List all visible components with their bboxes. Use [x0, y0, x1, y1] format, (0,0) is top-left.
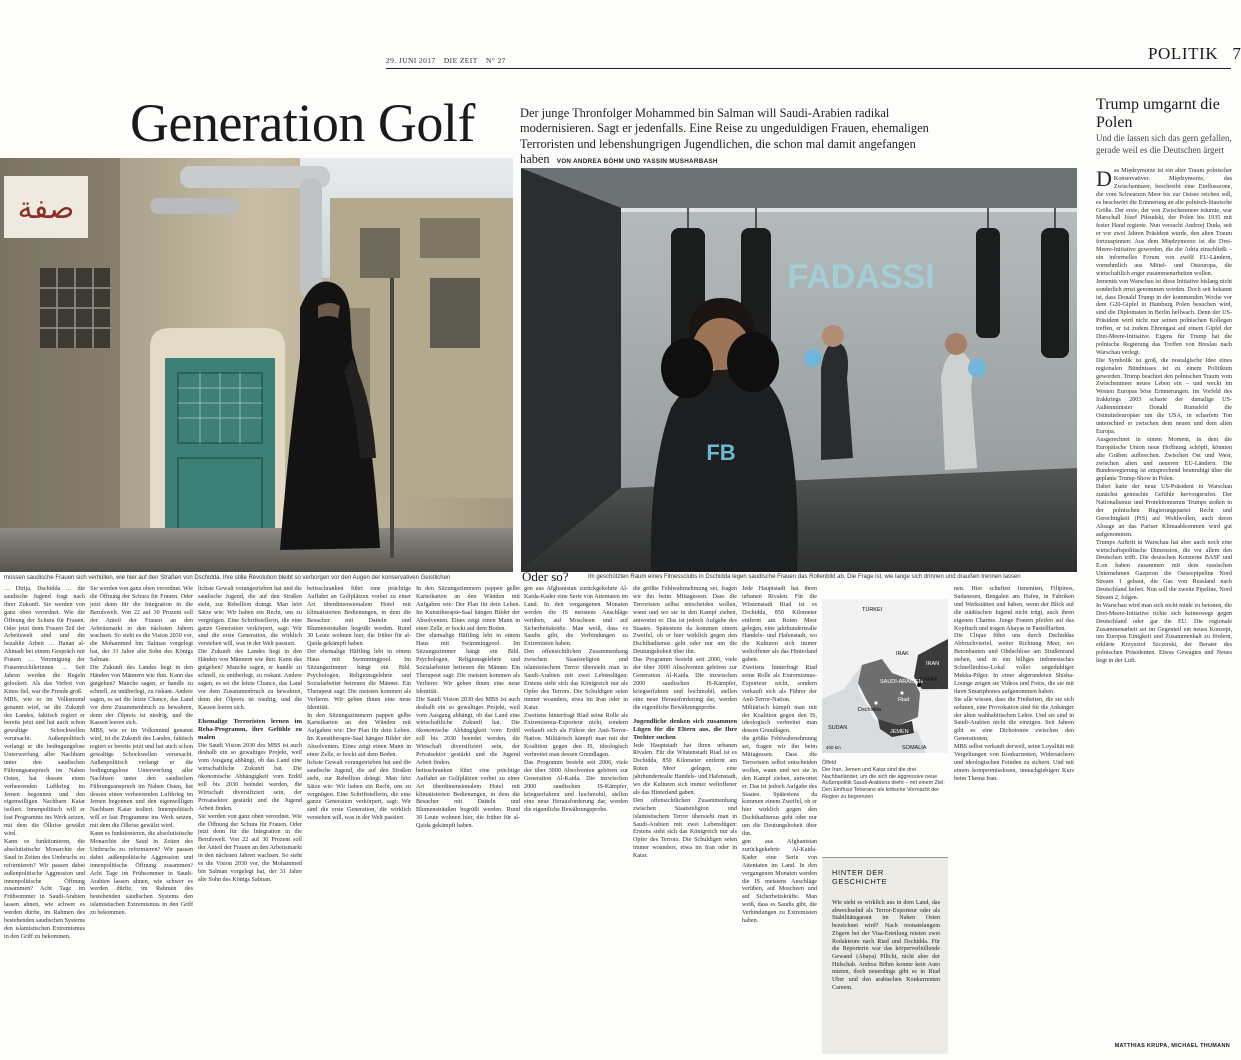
side-article-paragraph: Trumps Auftritt in Warschau hat aber auch noch eine wirtschaftspolitische Dimension, die vor allem den Deutschen trifft. Die deutschen Konzerne BASF und E.on haben zusammen mit dem russischen Unternehmen Gazprom die Ostseepipeline Nord Stream 1 gebaut, die Gas von Russland nach Deutschland liefert. Nun soll die zweite Pipeline, Nord Stream 2, folgen.: [1096, 539, 1232, 601]
article-paragraph: gen aus Afghanistan zurückgekehrte Al-Kaida-Kader eine Serie von Attentaten im Land. In den vergangenen Monaten werden die IS meistens Anschläge verüben, auf Moscheen und auf Sicherheitskräfte. Man weiß, dass es Saudis gibt, die Verbindungen zu Extremisten haben.: [524, 586, 628, 648]
map-legend: Ölfeld: [822, 760, 837, 766]
article-column-1: [4, 586, 85, 1056]
gym-sign-text: FADASSI: [787, 258, 935, 296]
article-paragraph: MBS, wie er im Volksmund genannt wird, ist die Zukunft des Landes, faktisch regiert er bereits jetzt und hat auch schon gewaltige Schockwellen verursacht. Außenpolitisch verlangt er die bedingungslose Unterwerfung aller Nachbarn unter den saudischen Führungsanspruch im Nahen Osten, hat dessen einen verheerenden Luftkrieg im Jemen begonnen und den eigenwilligen Nachbarn Katar isoliert. Innenpolitisch will er fast Programme ins Werk setzen, mit dem die Ölkrise gewälzt wird.: [4, 696, 85, 838]
map-caption-text: Der Iran, Jemen und Katar sind die drei Nachbarländer, um die sich die aggressive neue Außenpolitik Saudi-Arabiens dreht – mit einem Ziel: Den Einfluss Teherans als kritische Vormacht der Region zu begrenzen: [822, 766, 945, 800]
article-paragraph: lichste Gewalt vorangetrieben hat und die saudische Jugend, die auf den Straßen steht, zur Rebellion drängt. Man hört Sätze wie: Wir haben ein Recht, uns zu vergnügen. Eine Schriftstellerin, die eine ganze Generation verkörpert, sagt: Wir sind die erste Generation, die wirklich verstehen will, was in der Welt passiert.: [198, 586, 302, 648]
article-column-3: [198, 586, 302, 1056]
map-scale: 400 km: [826, 745, 841, 750]
article-paragraph: Die Clique führt uns durch Dschiddas Abbruchviertel, weiter Richtung Meer, wo Betonbauten und Obdachlose am Straßenrand stehen, und in ein billiges indonesisches Schnellimbiss-Lokal voller ungeduldiger Mekka-Pilger. In einer abgerundeten Shisha-Lounge zeigen sie Videos und Fotos, die sie mit ihren Smartphones aufgenommen haben.: [954, 633, 1074, 695]
article-paragraph: Der ehemalige Häftling lebt in einem Haus mit Swimmingpool. Im Sitzungszimmer hängt ein Bild. Psychologen, Religionsgelehrte und Sozialarbeiter betreuen die Männer. Ein Therapeut sagt: Die meisten kommen als Verlierer. Wir geben ihnen eine neue Identität.: [416, 633, 520, 695]
side-article-paragraph: Ausgerechnet in einem Moment, in dem die Europäische Union neue Hoffnung schöpft, könnten alte Gräben aufbrechen. Zwischen Ost und West, zwischen alten und neueren EU-Ländern. Die Bundesregierung ist entsprechend beunruhigt über die geplante Trump-Show in Polen.: [1096, 436, 1232, 483]
article-paragraph: Kann es funktionieren, die absolutistische Monarchie der Saud in Zeiten des Umbruchs zu reformieren? Wir passen dabei außenpolitische Aggression und innenpolitische Öffnung zusammen? Acht Tage im Frühsommer in Saudi-Arabien lassen ahnen, wie schwer es werden dürfte, im Rahmen des bestehenden saudischen Systems den islamistischen Extremismus in den Griff zu bekommen.: [90, 831, 193, 917]
article-column-9: [954, 586, 1074, 1056]
article-paragraph: Den offensichtlichen Zusammenhang zwischen Staatsreligion und islamistischem Terror übersieht man in Saudi-Arabien mit zwei Lebenslügen: Erstens sieht sich das Königreich nur als Opfer des Terrors. Die Schuldigen seien immer woanders, etwa im Iran oder in Katar.: [633, 797, 737, 860]
photo-veiled-woman-illustration: [0, 158, 513, 572]
map-label-turkey: TÜRKEI: [862, 607, 883, 613]
map-label-qatar: KATAR: [920, 677, 938, 683]
map-caption: [822, 760, 952, 801]
side-headline: Trump umgarnt die Polen: [1096, 96, 1220, 131]
article-column-7: [633, 586, 737, 1056]
article-paragraph: die größte Fehlwahrnehmung sei, fragen wir ihn beim Mittagessen. Dass die Terroristen selbst entscheiden wollen, wann und wo sie in den Kampf ziehen, antwortet er. Das ist jedoch Aufgabe des Staates. Spätestens da kommen einem Zweifel, ob er hier wirklich gegen den Dschihadismus geht oder nur um die Deutungshoheit über ihn.: [742, 736, 817, 838]
article-paragraph: In den Sitzungszimmern pappen gelbe Karteikarten an den Wänden mit Aufgaben wie: Der Plan für dein Leben. Im Kunsttherapie-Saal hängen Bilder der Absolventen. Eines zeigt einen Mann in einer Zelle, er hockt auf dem Boden.: [416, 586, 520, 632]
article-paragraph: Jede Hauptstadt hat ihren urbanen Rivalen. Für die Wüstenstadt Riad ist es Dschidda, 850 Kilometer entfernt am Roten Meer gelegen, eine jahrhundertealte Handels- und Hafenstadt, wo die Kulturen sich immer weltoffener als das Hinterland gaben.: [742, 586, 817, 664]
side-article-column: [1096, 168, 1232, 1040]
article-paragraph: gen aus Afghanistan zurückgekehrte Al-Kaida-Kader eine Serie von Attentaten im Land. In den vergangenen Monaten werden die IS meistens Anschläge verüben, auf Moscheen und auf Sicherheitskräfte. Man weiß, dass es Saudis gibt, die Verbindungen zu Extremisten haben.: [742, 839, 817, 925]
article-paragraph: Den offensichtlichen Zusammenhang zwischen Staatsreligion und islamistischem Terror übersieht man in Saudi-Arabien mit zwei Lebenslügen: Erstens sieht sich das Königreich nur als Opfer des Terrors. Die Schuldigen seien immer woanders, etwa im Iran oder in Katar.: [524, 649, 628, 711]
header-rule: [386, 68, 1231, 69]
side-article-paragraph: Dabei hatte der neue US-Präsident in Warschau zunächst gemischte Gefühle hervorgerufen. Der Nationalismus und Protektionismus Trumps stoßen in der polnischen Regierungspartei Recht und Gerechtigkeit (PiS) auf Wohlwollen, auch deren Absage an das Pariser Klimaabkommen wird gut aufgenommen.: [1096, 484, 1232, 538]
paper-name: DIE ZEIT: [443, 56, 478, 65]
dropcap: D: [1096, 166, 1112, 191]
teaser: [520, 106, 940, 170]
map-label-jeddah: Dschidda: [858, 707, 881, 713]
article-paragraph: Die Saudi Vision 2030 des MBS ist auch deshalb ein so gewaltiges Projekt, weil vom Ausgang abhängt, ob das Land eine wirtschaftliche Zukunft hat. Die ökonomische Abhängigkeit vom Erdöl soll bis 2030 beendet werden, die Wirtschaft diversifiziert sein, der Privatsektor gestärkt und die Jugend Arbeit finden.: [416, 696, 520, 766]
map-label-saudi: SAUDI-ARABIEN: [880, 679, 923, 685]
article-paragraph: Sie alle wissen, dass die Freiheiten, die sie sich nehmen, eine Provokation sind für die Anhänger der alten wahhabitischen Lehre. Und sie sind in Saudi-Arabien nicht die einzigen. Seit Jahren gibt es eine Dichotomie zwischen den Generationen.: [954, 696, 1074, 743]
side-subhead: Und die lassen sich das gern gefallen, gerade weil es die Deutschen ärgert: [1096, 133, 1232, 155]
article-paragraph: Die Saudi Vision 2030 des MBS ist auch deshalb ein so gewaltiges Projekt, weil vom Ausgang abhängt, ob das Land eine wirtschaftliche Zukunft hat. Die ökonomische Abhängigkeit vom Erdöl soll bis 2030 beendet werden, die Wirtschaft diversifiziert sein, der Privatsektor gestärkt und die Jugend Arbeit finden.: [198, 742, 302, 812]
issue-date: 29. JUNI 2017: [386, 56, 436, 65]
article-column-8: [742, 586, 817, 1056]
article-paragraph: Zweitens hinterfragt Riad seine Rolle als Extremismus-Exporteur nicht, sondern verkauft sich als Führer der Anti-Terror-Nation. Militärisch kämpft man mit der Koalition gegen den IS, ideologisch verbreitet man dessen Grundlagen.: [742, 665, 817, 735]
section-name: POLITIK: [1148, 44, 1219, 63]
byline: VON ANDREA BÖHM UND YASSIN MUSHARBASH: [556, 158, 718, 166]
map-label-riyadh: Riad: [898, 697, 910, 703]
article-paragraph: Sie werden von ganz oben verordnet. Wie die Öffnung der Schura für Frauen. Oder jetzt denn für die Integration in die Berufswelt. Von 22 auf 30 Prozent soll der Anteil der Frauen an den Arbeitsmarkt in den nächsten Jahren wachsen. So sieht es die Vision 2030 vor, die Mohammed bin Salman vorgelegt hat, der 31 Jahre alte Sohn des Königs Salman.: [198, 813, 302, 883]
article-paragraph: beitsschranken führt eine prächtige Auffahrt an Golfplätzen vorbei zu einer Art überdimensionalem Hotel mit klimatisierten Bedienungen, in dem die Besucher mit Datteln und Blumensträußen begrüßt werden. Rund 30 Leute wohnen hier, die früher für al-Qaida gekämpft haben.: [416, 767, 520, 830]
infobox-title: HINTER DER GESCHICHTE: [832, 868, 888, 886]
headline: Generation Golf: [130, 93, 475, 153]
map-label-sudan: SUDAN: [828, 725, 848, 731]
dateline: [386, 56, 512, 65]
article-paragraph: Das Programm besteht seit 2006, viele der über 3000 Absolventen gehören zur Generation Al-Kaida. Die inzwischen 2000 saudischen IS-Kämpfer, kriegserfahren und hochmobil, stellen eine neue Herausforderung dar, werden die eigentliche Bewährungsprobe.: [633, 657, 737, 711]
map-label-somalia: SOMALIA: [902, 745, 927, 751]
article-paragraph: Zweitens hinterfragt Riad seine Rolle als Extremismus-Exporteur nicht, sondern verkauft sich als Führer der Anti-Terror-Nation. Militärisch kämpft man mit der Koalition gegen den IS, ideologisch verbreitet man dessen Grundlagen.: [524, 712, 628, 759]
article-column-2: [90, 586, 193, 1056]
article-column-6: [524, 586, 628, 1056]
photo-boxing-gym-illustration: [521, 168, 1077, 572]
section-header: [1148, 44, 1241, 64]
middle-east-map: [822, 599, 948, 753]
article-paragraph: MBS, wie er im Volksmund genannt wird, ist die Zukunft des Landes, faktisch regiert er bereits jetzt und hat auch schon gewaltige Schockwellen verursacht. Außenpolitisch verlangt er die bedingungslose Unterwerfung aller Nachbarn unter den saudischen Führungsanspruch im Nahen Osten, hat dessen einen verheerenden Luftkrieg im Jemen begonnen und den eigenwilligen Nachbarn Katar isoliert. Innenpolitisch will er fast Programme ins Werk setzen, mit dem die Ölkrise gewälzt wird.: [90, 728, 193, 830]
article-paragraph: MBS selbst verkauft derweil, seine Loyalität mit Vergeltungen von Konkurrenten, Widersachern und ideologischen Feinden zu sichern. Und mit einem kompromisslosen, unnachgiebigen Kurs beim Thema Iran.: [954, 744, 1074, 782]
article-paragraph: In den Sitzungszimmern pappen gelbe Karteikarten an den Wänden mit Aufgaben wie: Der Plan für dein Leben. Im Kunsttherapie-Saal hängen Bilder der Absolventen. Eines zeigt einen Mann in einer Zelle, er hockt auf dem Boden.: [307, 712, 411, 759]
photo-caption-right: Im geschützten Raum eines Fitnessclubs in Dschidda legen saudische Frauen das Rollenbild ab. Die Frage ist, wie lange sich drinnen und draußen trennen lassen: [588, 574, 1021, 580]
article-column-4: [307, 586, 411, 1056]
article-paragraph: Jede Hauptstadt hat ihren urbanen Rivalen. Für die Wüstenstadt Riad ist es Dschidda, 850 Kilometer entfernt am Roten Meer gelegen, eine jahrhundertealte Handels- und Hafenstadt, wo die Kulturen sich immer weltoffener als das Hinterland gaben.: [633, 742, 738, 796]
article-paragraph: die größte Fehlwahrnehmung sei, fragen wir ihn beim Mittagessen. Dass die Terroristen selbst entscheiden wollen, wann und wo sie in den Kampf ziehen, antwortet er. Das ist jedoch Aufgabe des Staates. Spätestens da kommen einem Zweifel, ob er hier wirklich gegen den Dschihadismus geht oder nur um die Deutungshoheit über ihn.: [633, 586, 737, 656]
article-column-5: [416, 586, 520, 1056]
side-article-paragraph: Jemenits von Warschau ist diese Initiative bislang nicht sonderlich ernst genommen worden. Doch seit bekannt ist, dass Donald Trump in der kommenden Woche vor dem G20-Gipfel in Hamburg Polen besuchen wird, sind die Diplomaten in Berlin hellwach. Denn der US-Präsident wird nicht nur seinen polnischen Kollegen treffen, er ist zudem Ehrengast auf einem Gipfel der Drei-Meere-Initiative. Eigens für Trump hat die polnische Regierung das Treffen von Breslau nach Warschau verlegt.: [1096, 278, 1232, 356]
article-paragraph: Sie werden von ganz oben verordnet. Wie die Öffnung der Schura für Frauen. Oder jetzt denn für die Integration in die Berufswelt. Von 22 auf 30 Prozent soll der Anteil der Frauen an den Arbeitsmarkt in den nächsten Jahren wachsen. So sieht es die Vision 2030 vor, die Mohammed bin Salman vorgelegt hat, der 31 Jahre alte Sohn des Königs Salman.: [90, 586, 193, 664]
article-subhead: Jugendliche denken sich zusammen Lügen für die Eltern aus, die Ihre Tochter suchen: [633, 717, 737, 741]
article-paragraph: nen. Hier schuften Jemeniten, Filipinos, Sudanesen, Bengalen am Hafen, in Fabriken und Werkstätten und haben, wenn der Blick auf die städtischen Jugend nicht trügt, auch ihren eigenen Charme. Junge Frauen pfeifen auf das Kopftuch und tragen Abayas in Pastellfarben.: [954, 586, 1074, 632]
issue-number: N° 27: [485, 56, 506, 65]
article-subhead: Ehemalige Terroristen lernen im Reha-Programm, ihre Gefühle zu malen: [198, 717, 302, 741]
article-paragraph: … Dirija, Dschidda … die saudische Jugend fragt nach ihrer Zukunft. Sie werden von ganz oben verordnet. Wie die Öffnung der Schura für Frauen. Oder jetzt denn Frauen Teil der Arbeitswelt sind und die bezahlte Arbeit … Hanan al-Ahmadi bei einem Gespräch mit Frauen … Vereinigung der Frauenrechtlerinnen … Seit Jahren werden die Regeln gelockert. Als das Verbot von Kinos fiel, war die Freude groß.: [4, 586, 85, 695]
side-article-paragraph: In Warschau wird man sich nicht müde zu betonen, die Drei-Meere-Initiative richte sich keineswegs gegen Deutschland oder gar die EU. Die regionale Zusammenarbeit sei im Gegenteil ein neues Konzept, um Europas Einigkeit und Zusammenhalt zu fördern, erklärte Krzysztof Szczerski, der Berater des polnischen Präsidenten. Etwas Gewagtes und Neues liegt in der Luft.: [1096, 602, 1232, 665]
middle-east-map-illustration: [822, 599, 948, 753]
article-paragraph: Das Programm besteht seit 2006, viele der über 3000 Absolventen gehören zur Generation Al-Kaida. Die inzwischen 2000 saudischen IS-Kämpfer, kriegserfahren und hochmobil, stellen eine neue Herausforderung dar, werden die eigentliche Bewährungsprobe.: [524, 759, 628, 814]
shop-sign-text: صفة: [17, 191, 75, 226]
article-paragraph: beitsschranken führt eine prächtige Auffahrt an Golfplätzen vorbei zu einer Art überdimensionalem Hotel mit klimatisierten Bedienungen, in dem die Besucher mit Datteln und Blumensträußen begrüßt werden. Rund 30 Leute wohnen hier, die früher für al-Qaida gekämpft haben.: [307, 586, 411, 648]
photo-veiled-woman: [0, 158, 513, 572]
side-article-text: as Międzymorze ist ein alter Traum polnischer Konservativer. Międzymorze, das Zwischenmeer, beschreibt eine Einflusszone, die vom Schwarzen Meer bis zur Ostsee reichen soll, es beschwört die Erinnerung an alte polnisch-litauische Größe. Der erste, der von Zwischenmeer träumte, war Marschall Józef Piłsudski, der Polen bis 1935 mit fester Hand regierte. Nun versucht Andrzej Duda, seit er vor zwei Jahren Präsident wurde, den alten Traum fortzuspinnen: Aus dem Międzymorze ist die Drei-Meere-Initiative geworden, die die Adria einschließt – ein informelles Forum von zwölf EU-Ländern, vornehmlich aus Mittel- und Osteuropa, die wirtschaftlich enger zusammenarbeiten wollen.: [1096, 168, 1232, 277]
side-article-paragraph: [1096, 168, 1232, 279]
teaser-text: Der junge Thronfolger Mohammed bin Salman will Saudi-Arabien radikal modernisieren. Sagt er jedenfalls. Eine Reise zu ungeduldigen Frauen, ehemaligen Terroristen und lebenshungrigen Jugendlichen, die schon mal damit angefangen haben: [520, 106, 929, 167]
behind-the-story-box: [822, 857, 948, 1054]
article-paragraph: Die Zukunft des Landes liegt in den Händen von Männern wie ihm. Kann das gutgehen? Manche sagen, er handle zu schnell, zu unüberlegt, zu riskant. Andere sagen, es sei die letzte Chance, das Land vor dem Zusammenbruch zu bewahren, denn der Ölpreis ist niedrig, und die Kassen leeren sich.: [90, 665, 193, 727]
infobox-text: Wie sieht es wirklich aus in dem Land, das abwechselnd als Terror-Exporteur oder als Stabilitätsgarant im Nahen Osten bezeichnet wird? Nach monatelangem Zögern bei der Visa-Erteilung reisten zwei Redakteure nach Riad und Dschidda. Für die Reporterin war das körperverhüllende Gewand (Abaya) Pflicht, nicht aber der Hidschab. Andrea Böhm konnte kein Auto mieten, doch neuerdings gibt es in Riad Uber und den arabischen Konkurrenten Careem.: [832, 900, 940, 991]
article-paragraph: lichste Gewalt vorangetrieben hat und die saudische Jugend, die auf den Straßen steht, zur Rebellion drängt. Man hört Sätze wie: Wir haben ein Recht, uns zu vergnügen. Eine Schriftstellerin, die eine ganze Generation verkörpert, sagt: Wir sind die erste Generation, die wirklich verstehen will, was in der Welt passiert.: [307, 759, 411, 822]
photo-caption-left: müssen saudische Frauen sich verhüllen, wie hier auf den Straßen von Dschidda. Ihre stille Revolution bleibt so verborgen vor den Augen der konservativen Geistlichen: [4, 575, 451, 581]
article-paragraph: Der ehemalige Häftling lebt in einem Haus mit Swimmingpool. Im Sitzungszimmer hängt ein Bild. Psychologen, Religionsgelehrte und Sozialarbeiter betreuen die Männer. Ein Therapeut sagt: Die meisten kommen als Verlierer. Wir geben ihnen eine neue Identität.: [307, 649, 411, 711]
map-label-iraq: IRAK: [896, 651, 909, 657]
article-paragraph: Die Zukunft des Landes liegt in den Händen von Männern wie ihm. Kann das gutgehen? Manche sagen, er handle zu schnell, zu unüberlegt, zu riskant. Andere sagen, es sei die letzte Chance, das Land vor dem Zusammenbruch zu bewahren, denn der Ölpreis ist niedrig, und die Kassen leeren sich.: [198, 649, 302, 711]
map-label-iran: IRAN: [926, 661, 940, 667]
article-paragraph: Kann es funktionieren, die absolutistische Monarchie der Saud in Zeiten des Umbruchs zu reformieren? Wir passen dabei außenpolitische Aggression und innenpolitische Öffnung zusammen? Acht Tage im Frühsommer in Saudi-Arabien lassen ahnen, wie schwer es werden dürfte, im Rahmen des bestehenden saudischen Systems den islamistischen Extremismus in den Griff zu bekommen.: [4, 839, 85, 940]
svg-text:FB: FB: [706, 440, 736, 465]
side-article-paragraph: Die Symbolik ist groß, die nostalgische Idee eines regionalen Bündnisses ist zu einem Politikum geworden. Trump beachtet den polnischen Traum vom Zwischenmeer neues Leben ein – und weckt im Westen Europas böse Erinnerungen. Im Vorfeld des Irakkriegs 2003 scharte der damalige US-Außenminister Donald Rumsfeld die Ostmitteleuropäer um die USA, in scharfem Ton unterschied er zwischen dem neuen und dem alten Europa.: [1096, 357, 1232, 435]
photo-boxing-gym: [521, 168, 1077, 572]
photo-caption-right-label: Oder so?: [522, 569, 569, 584]
map-label-yemen: JEMEN: [890, 729, 909, 735]
page-number: 7: [1232, 44, 1241, 63]
side-article-credit: MATTHIAS KRUPA, MICHAEL THUMANN: [1114, 1043, 1230, 1049]
